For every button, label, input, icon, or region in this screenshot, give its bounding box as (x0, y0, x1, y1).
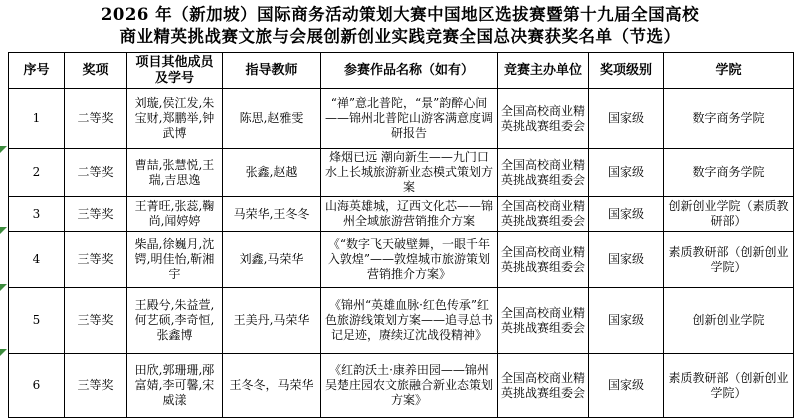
award-table (8, 52, 794, 418)
header-organizer: 竞赛主办单位 (498, 53, 589, 89)
cell-teachers: 马荣华,王冬冬 (223, 197, 321, 232)
cell-award: 三等奖 (65, 354, 127, 418)
title-line-1: 2026 年（新加坡）国际商务活动策划大赛中国地区选拔赛暨第十九届全国高校 (100, 5, 700, 24)
cell-serial: 4 (9, 232, 65, 288)
cell-award: 三等奖 (65, 232, 127, 288)
green-cell-marker-icon (0, 146, 7, 153)
cell-serial: 2 (9, 149, 65, 197)
cell-members: 曹喆,张慧悦,王瑞,吉思逸 (127, 149, 223, 197)
cell-award: 二等奖 (65, 89, 127, 149)
cell-organizer: 全国高校商业精英挑战赛组委会 (498, 89, 589, 149)
cell-teachers: 张鑫,赵越 (223, 149, 321, 197)
cell-members: 王菁旺,张蕊,鞠尚,闻婷婷 (127, 197, 223, 232)
cell-work-title: 烽烟已远 潮向新生——九门口水上长城旅游新业态模式策划方案 (321, 149, 498, 197)
header-serial: 序号 (9, 53, 65, 89)
cell-organizer: 全国高校商业精英挑战赛组委会 (498, 354, 589, 418)
cell-work-title: 《锦州“英雄血脉·红色传承”红色旅游线策划方案——追寻总书记足迹，赓续辽沈战役精神》 (321, 288, 498, 354)
cell-work-title: 山海英雄城，辽西文化芯——锦州全域旅游营销推介方案 (321, 197, 498, 232)
cell-award-level: 国家级 (589, 197, 664, 232)
cell-members: 王殿兮,朱益萱,何艺硕,李奇恒,张鑫博 (127, 288, 223, 354)
cell-award-level: 国家级 (589, 89, 664, 149)
header-members: 项目其他成员及学号 (127, 53, 223, 89)
header-college: 学院 (664, 53, 794, 89)
table-row (9, 197, 794, 232)
table-row (9, 149, 794, 197)
cell-work-title: “禅”意北普陀，“景”韵醉心间——锦州北普陀山游客满意度调研报告 (321, 89, 498, 149)
table-row (9, 354, 794, 418)
header-award-level: 奖项级别 (589, 53, 664, 89)
cell-teachers: 王冬冬，马荣华 (223, 354, 321, 418)
cell-award-level: 国家级 (589, 288, 664, 354)
cell-work-title: 《“数字飞天破壁舞，一眼千年入敦煌”——敦煌城市旅游策划营销推介方案》 (321, 232, 498, 288)
cell-award: 三等奖 (65, 197, 127, 232)
cell-teachers: 王美丹,马荣华 (223, 288, 321, 354)
cell-award-level: 国家级 (589, 354, 664, 418)
cell-teachers: 陈思,赵雅雯 (223, 89, 321, 149)
green-cell-marker-icon (0, 227, 7, 234)
table-row (9, 288, 794, 354)
document-title (0, 0, 800, 52)
cell-members: 田欣,郭珊珊,邴富婧,李可馨,宋威漾 (127, 354, 223, 418)
cell-serial: 5 (9, 288, 65, 354)
cell-organizer: 全国高校商业精英挑战赛组委会 (498, 197, 589, 232)
green-cell-marker-icon (0, 349, 7, 356)
header-teachers: 指导教师 (223, 53, 321, 89)
table-row (9, 232, 794, 288)
table-header-row (9, 53, 794, 89)
cell-organizer: 全国高校商业精英挑战赛组委会 (498, 149, 589, 197)
cell-college: 数字商务学院 (664, 149, 794, 197)
cell-award-level: 国家级 (589, 149, 664, 197)
cell-serial: 3 (9, 197, 65, 232)
header-work-title: 参赛作品名称（如有） (321, 53, 498, 89)
cell-serial: 6 (9, 354, 65, 418)
cell-members: 柴晶,徐巍月,沈锷,明佳怡,靳湘宇 (127, 232, 223, 288)
cell-college: 素质教研部（创新创业学院） (664, 354, 794, 418)
table-row (9, 89, 794, 149)
cell-teachers: 刘鑫,马荣华 (223, 232, 321, 288)
cell-college: 素质教研部（创新创业学院） (664, 232, 794, 288)
green-cell-marker-icon (0, 284, 7, 291)
cell-college: 数字商务学院 (664, 89, 794, 149)
header-award: 奖项 (65, 53, 127, 89)
title-line-2: 商业精英挑战赛文旅与会展创新创业实践竞赛全国总决赛获奖名单（节选） (119, 27, 681, 46)
cell-work-title: 《红韵沃土·康养田园——锦州吴楚庄园农文旅融合新业态策划方案》 (321, 354, 498, 418)
cell-serial: 1 (9, 89, 65, 149)
cell-award-level: 国家级 (589, 232, 664, 288)
cell-award: 二等奖 (65, 149, 127, 197)
cell-award: 三等奖 (65, 288, 127, 354)
cell-college: 创新创业学院 (664, 288, 794, 354)
cell-college: 创新创业学院（素质教研部） (664, 197, 794, 232)
cell-organizer: 全国高校商业精英挑战赛组委会 (498, 288, 589, 354)
cell-members: 刘璇,侯江发,朱宝财,郑鹏举,钟武博 (127, 89, 223, 149)
cell-organizer: 全国高校商业精英挑战赛组委会 (498, 232, 589, 288)
